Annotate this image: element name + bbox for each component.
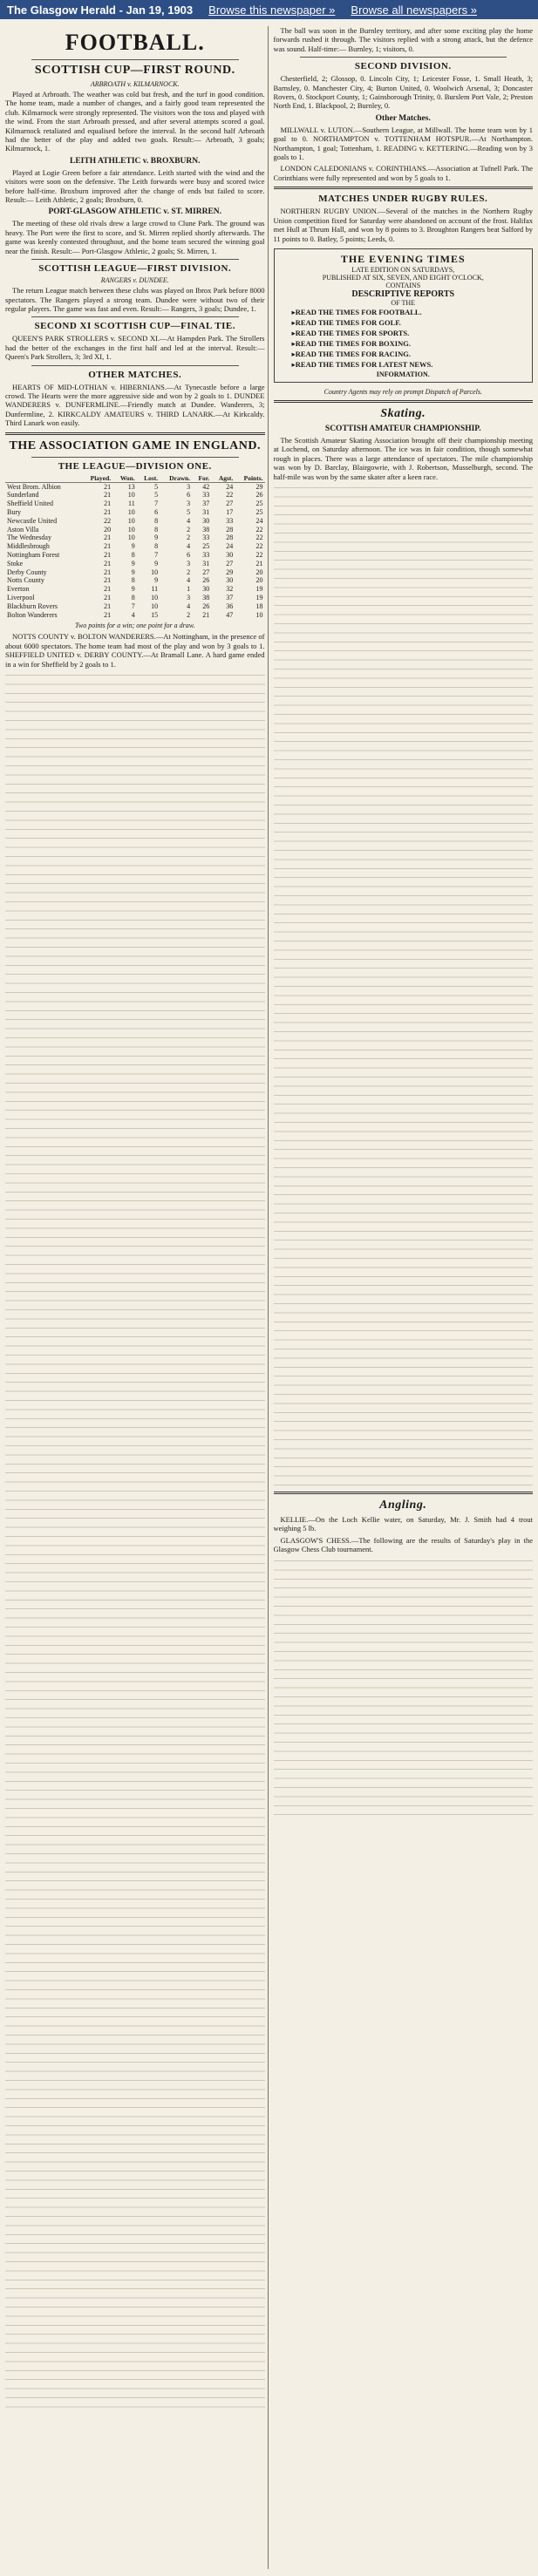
- table-cell: 2: [187, 610, 191, 619]
- table-cell: 22: [255, 534, 263, 542]
- table-cell: 26: [202, 602, 210, 610]
- article-text: Played at Arbroath. The weather was cold but fresh, and the turf in good condition. The home team, made a number of changes, and a fairly good team represented the club. Kilmarnock were strongly represented. The visitors won the toss and played with the wind. From the start Arbroath pressed, and after several attempts scored a goal. Kilmarnock retaliated and equalised before the interval. In the second half Arbroath had the better of the play and added two goals. Result:— Arbroath, 3 goals; Kilmarnock, 1.: [5, 90, 265, 153]
- league-column-header: Points.: [235, 474, 264, 483]
- section-heading: SCOTTISH LEAGUE—FIRST DIVISION.: [38, 263, 232, 275]
- table-cell: 10: [127, 534, 135, 542]
- table-cell: 30: [202, 516, 210, 525]
- table-cell: 24: [255, 516, 263, 525]
- table-cell: 10: [151, 568, 159, 576]
- football-heading: FOOTBALL.: [65, 30, 205, 55]
- table-cell: 42: [202, 482, 210, 491]
- table-row: [5, 500, 265, 508]
- advert-item: ▸ READ THE TIMES FOR SPORTS.: [292, 329, 528, 338]
- table-cell: 36: [226, 602, 234, 610]
- table-cell: 47: [226, 610, 234, 619]
- table-cell: 21: [104, 542, 112, 551]
- table-row: [5, 611, 265, 620]
- table-row: [5, 491, 265, 500]
- table-row: [5, 534, 265, 542]
- table-cell: 22: [255, 525, 263, 534]
- section-heading: Skating.: [380, 406, 426, 420]
- table-cell: 21: [104, 534, 112, 542]
- article-text: The return League match between these clubs was played on Ibrox Park before 8000 spectators. The Rangers played a strong team. Dundee were without two of their regular players. The game was fast and even. Result:— Rangers, 3 goals; Dundee, 1.: [5, 286, 265, 313]
- league-note: Two points for a win; one point for a draw.: [75, 622, 195, 630]
- team-name: Newcastle United: [7, 516, 58, 525]
- table-cell: 5: [187, 507, 191, 516]
- section-heading: Other Matches.: [375, 113, 431, 123]
- evening-times-advert: [274, 248, 534, 383]
- article-text: MILLWALL v. LUTON.—Southern League, at Millwall. The home team won by 1 goal to 0. NORTHAMPTON v. TOTTENHAM HOTSPUR.—At Northampton. Northampton, 1 goal; Tottenham, 1. READING v. KETTERING.—Reading won by 3 goals to 1. LONDON CALEDONIANS v. CORINTHIANS.—Association at Tufnell Park. The Corinthians were fully represented and won by 5 goals to 1.: [273, 125, 533, 182]
- section-heading: Angling.: [379, 1498, 427, 1512]
- advert-title: THE EVENING TIMES: [340, 252, 466, 265]
- article-text: QUEEN'S PARK STROLLERS v. SECOND XI.—At Hampden Park. The Strollers had the better of the exchanges in the first half and led at the interval. Result:— Queen's Park Strollers, 3; 3rd XI, 1.: [5, 334, 265, 362]
- table-cell: 24: [226, 482, 234, 491]
- section-heading: OTHER MATCHES.: [88, 369, 182, 380]
- table-cell: 3: [187, 500, 191, 508]
- divider: [274, 1492, 534, 1494]
- column-text-continuation: [274, 1558, 534, 1819]
- section-heading: MATCHES UNDER RUGBY RULES.: [318, 194, 488, 205]
- table-cell: 7: [154, 500, 159, 508]
- table-row: [5, 602, 265, 611]
- league-table: [5, 474, 265, 620]
- divider: [31, 316, 239, 317]
- table-row: [5, 568, 265, 577]
- table-cell: 2: [187, 534, 191, 542]
- team-name: Stoke: [7, 559, 24, 568]
- section-subheading: RANGERS v. DUNDEE.: [100, 276, 169, 285]
- league-table-header: [5, 474, 265, 483]
- advert-item: ▸ READ THE TIMES FOR LATEST NEWS.: [292, 360, 528, 370]
- table-cell: 9: [154, 534, 159, 542]
- table-cell: 4: [187, 602, 191, 610]
- table-cell: 8: [154, 542, 159, 551]
- team-name: Everton: [7, 585, 30, 594]
- table-cell: 21: [104, 559, 112, 568]
- table-cell: 3: [187, 482, 191, 491]
- advert-item: ▸ READ THE TIMES FOR RACING.: [292, 350, 528, 359]
- table-cell: 6: [187, 491, 191, 500]
- table-cell: 27: [226, 559, 234, 568]
- right-column: [274, 26, 534, 2569]
- advert-item: ▸ READ THE TIMES FOR GOLF.: [292, 318, 528, 328]
- team-name: Nottingham Forest: [7, 550, 60, 559]
- agents-notice: Country Agents may rely on prompt Dispatch of Parcels.: [323, 387, 482, 396]
- article-text: The meeting of these old rivals drew a large crowd to Clune Park. The ground was heavy. The Port were the first to score, and St. Mirren replied shortly afterwards. The game was keenly contested throughout, and the home team secured the winning goal near the finish. Result:— Port-Glasgow Athletic, 2 goals; St. Mirren, 1.: [5, 219, 265, 255]
- team-name: Middlesbrough: [7, 542, 50, 551]
- table-cell: 26: [202, 576, 210, 585]
- table-cell: 21: [104, 576, 112, 585]
- section-heading: SCOTTISH CUP—FIRST ROUND.: [34, 64, 235, 77]
- table-cell: 38: [202, 593, 210, 602]
- section-heading: THE ASSOCIATION GAME IN ENGLAND.: [9, 438, 261, 452]
- table-cell: 29: [255, 482, 263, 491]
- table-cell: 24: [226, 542, 234, 551]
- table-cell: 22: [255, 542, 263, 551]
- table-cell: 9: [154, 576, 159, 585]
- table-cell: 10: [255, 610, 263, 619]
- table-cell: 33: [226, 516, 234, 525]
- table-cell: 10: [127, 507, 135, 516]
- table-cell: 26: [255, 491, 263, 500]
- league-column-header: Played.: [81, 474, 112, 483]
- table-cell: 10: [127, 516, 135, 525]
- table-cell: 21: [104, 568, 112, 576]
- table-cell: 37: [202, 500, 210, 508]
- team-name: Derby County: [7, 568, 47, 576]
- table-cell: 3: [187, 593, 191, 602]
- table-row: [5, 508, 265, 517]
- table-cell: 11: [128, 500, 135, 508]
- newspaper-page: [0, 19, 538, 2569]
- divider: [274, 400, 534, 403]
- league-column-header: Lost.: [137, 474, 160, 483]
- article-text: Played at Logie Green before a fair attendance. Leith started with the wind and the visitors were soon on the defensive. The Leith forwards were busy and scored twice before half-time. Broxburn improved after the change of ends but failed to score. Result:— Leith Athletic, 2 goals; Broxburn, 0.: [5, 167, 265, 205]
- table-cell: 8: [131, 593, 135, 602]
- table-cell: 8: [131, 550, 135, 559]
- team-name: The Wednesday: [7, 534, 51, 542]
- column-divider: [268, 26, 269, 2569]
- table-row: [5, 482, 265, 491]
- table-cell: 20: [255, 568, 263, 576]
- team-name: Liverpool: [7, 593, 35, 602]
- advert-line: INFORMATION.: [376, 370, 430, 378]
- table-cell: 8: [154, 516, 159, 525]
- advert-line: CONTAINS: [385, 281, 421, 289]
- table-row: [5, 526, 265, 534]
- section-heading: LEITH ATHLETIC v. BROXBURN.: [70, 156, 201, 166]
- table-cell: 11: [151, 585, 159, 594]
- advert-line: DESCRIPTIVE REPORTS: [351, 289, 455, 299]
- table-cell: 9: [131, 542, 135, 551]
- table-cell: 27: [226, 500, 234, 508]
- table-cell: 13: [127, 482, 135, 491]
- table-cell: 21: [104, 602, 112, 610]
- table-cell: 5: [154, 491, 159, 500]
- section-heading: THE LEAGUE—DIVISION ONE.: [58, 460, 212, 472]
- article-text: Chesterfield, 2; Glossop, 0. Lincoln City, 1; Leicester Fosse, 1. Small Heath, 3; Barnsley, 0. Manchester City, 4; Burton United, 0. Woolwich Arsenal, 3; Doncaster Rovers, 0. Stockport County, 1; Gainsborough Trinity, 0. Burslem Port Vale, 2; Preston North End, 1. Blackpool, 2; Burnley, 0.: [273, 74, 533, 111]
- article-text: NORTHERN RUGBY UNION.—Several of the matches in the Northern Rugby Union competition fixed for Saturday were abandoned on account of the frost. Halifax met Hull at Thrum Hall, and won by 8 points to 3. Broughton Rangers beat Salford by 11 points to 0. Batley, 5 points; Leeds, 0.: [273, 207, 533, 243]
- table-cell: 21: [104, 610, 112, 619]
- table-cell: 2: [187, 568, 191, 576]
- article-text: The Scottish Amateur Skating Association brought off their championship meeting at Lochend, on Saturday afternoon. The ice was in fair condition, though somewhat rough in places. There was a large attendance of spectators. The mile championship was won by D. Barclay, Blairgowrie, with J. Robertson, Musselburgh, second. The half-mile was won by the same skater after a keen race.: [273, 435, 533, 481]
- table-cell: 21: [104, 500, 112, 508]
- table-cell: 32: [226, 585, 234, 594]
- table-cell: 4: [131, 610, 135, 619]
- table-cell: 4: [187, 576, 191, 585]
- table-cell: 4: [187, 542, 191, 551]
- table-cell: 30: [202, 585, 210, 594]
- table-cell: 9: [154, 559, 159, 568]
- article-text: The ball was soon in the Burnley territory, and after some exciting play the home forwards rushed it through. The visitors replied with a strong attack, but the defence was sound. Half-time:— Burnley, 1; visitors, 0.: [273, 26, 533, 53]
- table-cell: 21: [104, 593, 112, 602]
- table-cell: 9: [131, 568, 135, 576]
- table-cell: 22: [226, 491, 234, 500]
- table-row: [5, 542, 265, 551]
- table-cell: 15: [151, 610, 159, 619]
- table-cell: 8: [131, 576, 135, 585]
- browse-all-newspapers-link[interactable]: Browse all newspapers »: [351, 3, 477, 17]
- team-name: West Brom. Albion: [7, 482, 61, 491]
- table-row: [5, 560, 265, 568]
- table-cell: 9: [131, 585, 135, 594]
- league-column-header: Agst.: [211, 474, 235, 483]
- section-heading: SECOND XI SCOTTISH CUP—FINAL TIE.: [34, 321, 236, 332]
- advert-item: ▸ READ THE TIMES FOR FOOTBALL.: [292, 308, 528, 317]
- team-name: Blackburn Rovers: [7, 602, 58, 610]
- divider: [300, 57, 507, 58]
- table-cell: 31: [202, 559, 210, 568]
- team-name: Sunderland: [7, 491, 39, 500]
- table-cell: 8: [154, 525, 159, 534]
- column-text-continuation: [5, 672, 265, 2416]
- table-cell: 3: [187, 559, 191, 568]
- section-subheading: ARBROATH v. KILMARNOCK.: [90, 80, 180, 88]
- table-cell: 6: [154, 507, 159, 516]
- table-row: [5, 576, 265, 585]
- team-name: Bolton Wanderers: [7, 610, 58, 619]
- table-cell: 22: [255, 550, 263, 559]
- table-cell: 20: [104, 525, 112, 534]
- table-cell: 21: [104, 585, 112, 594]
- table-cell: 22: [104, 516, 112, 525]
- table-cell: 33: [202, 550, 210, 559]
- advert-line: LATE EDITION ON SATURDAYS,: [351, 265, 455, 274]
- table-cell: 33: [202, 491, 210, 500]
- table-row: [5, 551, 265, 560]
- table-cell: 31: [202, 507, 210, 516]
- table-cell: 27: [202, 568, 210, 576]
- table-cell: 18: [255, 602, 263, 610]
- table-cell: 6: [187, 550, 191, 559]
- left-column: [5, 26, 265, 2569]
- table-cell: 2: [187, 525, 191, 534]
- table-cell: 28: [226, 534, 234, 542]
- table-cell: 7: [154, 550, 159, 559]
- table-cell: 20: [255, 576, 263, 585]
- table-row: [5, 517, 265, 526]
- article-text: HEARTS OF MID-LOTHIAN v. HIBERNIANS.—At Tynecastle before a large crowd. The Hearts were the more aggressive side and won by 2 goals to 1. DUNDEE WANDERERS v. DUNFERMLINE.—Friendly match at Dundee. Wanderers, 3; Dunfermline, 2. KIRKCALDY AMATEURS v. THIRD LANARK.—At Kirkcaldy. Third Lanark won easily.: [5, 382, 265, 428]
- table-cell: 30: [226, 550, 234, 559]
- table-cell: 5: [154, 482, 159, 491]
- section-heading: PORT-GLASGOW ATHLETIC v. ST. MIRREN.: [48, 207, 222, 217]
- table-cell: 33: [202, 534, 210, 542]
- table-cell: 10: [151, 602, 159, 610]
- table-cell: 37: [226, 593, 234, 602]
- divider: [31, 259, 239, 260]
- table-cell: 30: [226, 576, 234, 585]
- advert-line: OF THE: [391, 298, 416, 307]
- table-cell: 21: [104, 491, 112, 500]
- divider: [5, 432, 265, 435]
- table-cell: 25: [255, 500, 263, 508]
- table-cell: 29: [226, 568, 234, 576]
- column-text-continuation: [274, 485, 534, 1487]
- table-row: [5, 585, 265, 594]
- article-text: NOTTS COUNTY v. BOLTON WANDERERS.—At Nottingham, in the presence of about 6000 spectators. The home team had most of the play and won by 3 goals to 1. SHEFFIELD UNITED v. DERBY COUNTY.—At Bramall Lane. A hard game ended in a win for Sheffield by 2 goals to 1.: [5, 632, 265, 669]
- publication-title: The Glasgow Herald - Jan 19, 1903: [7, 3, 194, 17]
- table-cell: 21: [255, 559, 263, 568]
- table-cell: 25: [255, 507, 263, 516]
- article-text: KELLIE.—On the Loch Kellie water, on Saturday, Mr. J. Smith had 4 trout weighing 5 lb. GLASGOW'S CHESS.—The following are the results of Saturday's play in the Glasgow Chess Club tournament.: [273, 1514, 533, 1554]
- team-name: Sheffield United: [7, 500, 53, 508]
- team-name: Bury: [7, 507, 21, 516]
- table-cell: 19: [255, 593, 263, 602]
- table-cell: 10: [151, 593, 159, 602]
- table-cell: 9: [131, 559, 135, 568]
- table-row: [5, 594, 265, 602]
- table-cell: 21: [104, 482, 112, 491]
- table-cell: 21: [104, 550, 112, 559]
- table-cell: 1: [187, 585, 191, 594]
- table-cell: 19: [255, 585, 263, 594]
- table-cell: 25: [202, 542, 210, 551]
- browser-toolbar: [0, 0, 538, 19]
- table-cell: 4: [187, 516, 191, 525]
- table-cell: 7: [131, 602, 135, 610]
- section-heading: SECOND DIVISION.: [354, 61, 452, 72]
- advert-item: ▸ READ THE TIMES FOR BOXING.: [292, 339, 528, 349]
- divider: [274, 187, 534, 189]
- table-cell: 38: [202, 525, 210, 534]
- table-cell: 17: [226, 507, 234, 516]
- table-cell: 10: [127, 491, 135, 500]
- table-cell: 10: [127, 525, 135, 534]
- table-cell: 21: [202, 610, 210, 619]
- league-column-header: Won.: [112, 474, 137, 483]
- table-cell: 28: [226, 525, 234, 534]
- team-name: Aston Villa: [7, 525, 39, 534]
- table-cell: 21: [104, 507, 112, 516]
- league-column-header: [5, 474, 81, 483]
- advert-line: PUBLISHED AT SIX, SEVEN, AND EIGHT O'CLOCK,: [322, 273, 484, 282]
- divider: [31, 365, 239, 366]
- team-name: Notts County: [7, 576, 44, 585]
- browse-newspaper-link[interactable]: Browse this newspaper »: [208, 3, 336, 17]
- section-heading: SCOTTISH AMATEUR CHAMPIONSHIP.: [324, 424, 481, 433]
- league-column-header: For.: [192, 474, 211, 483]
- league-column-header: Drawn.: [160, 474, 192, 483]
- divider: [31, 59, 239, 60]
- divider: [31, 457, 239, 458]
